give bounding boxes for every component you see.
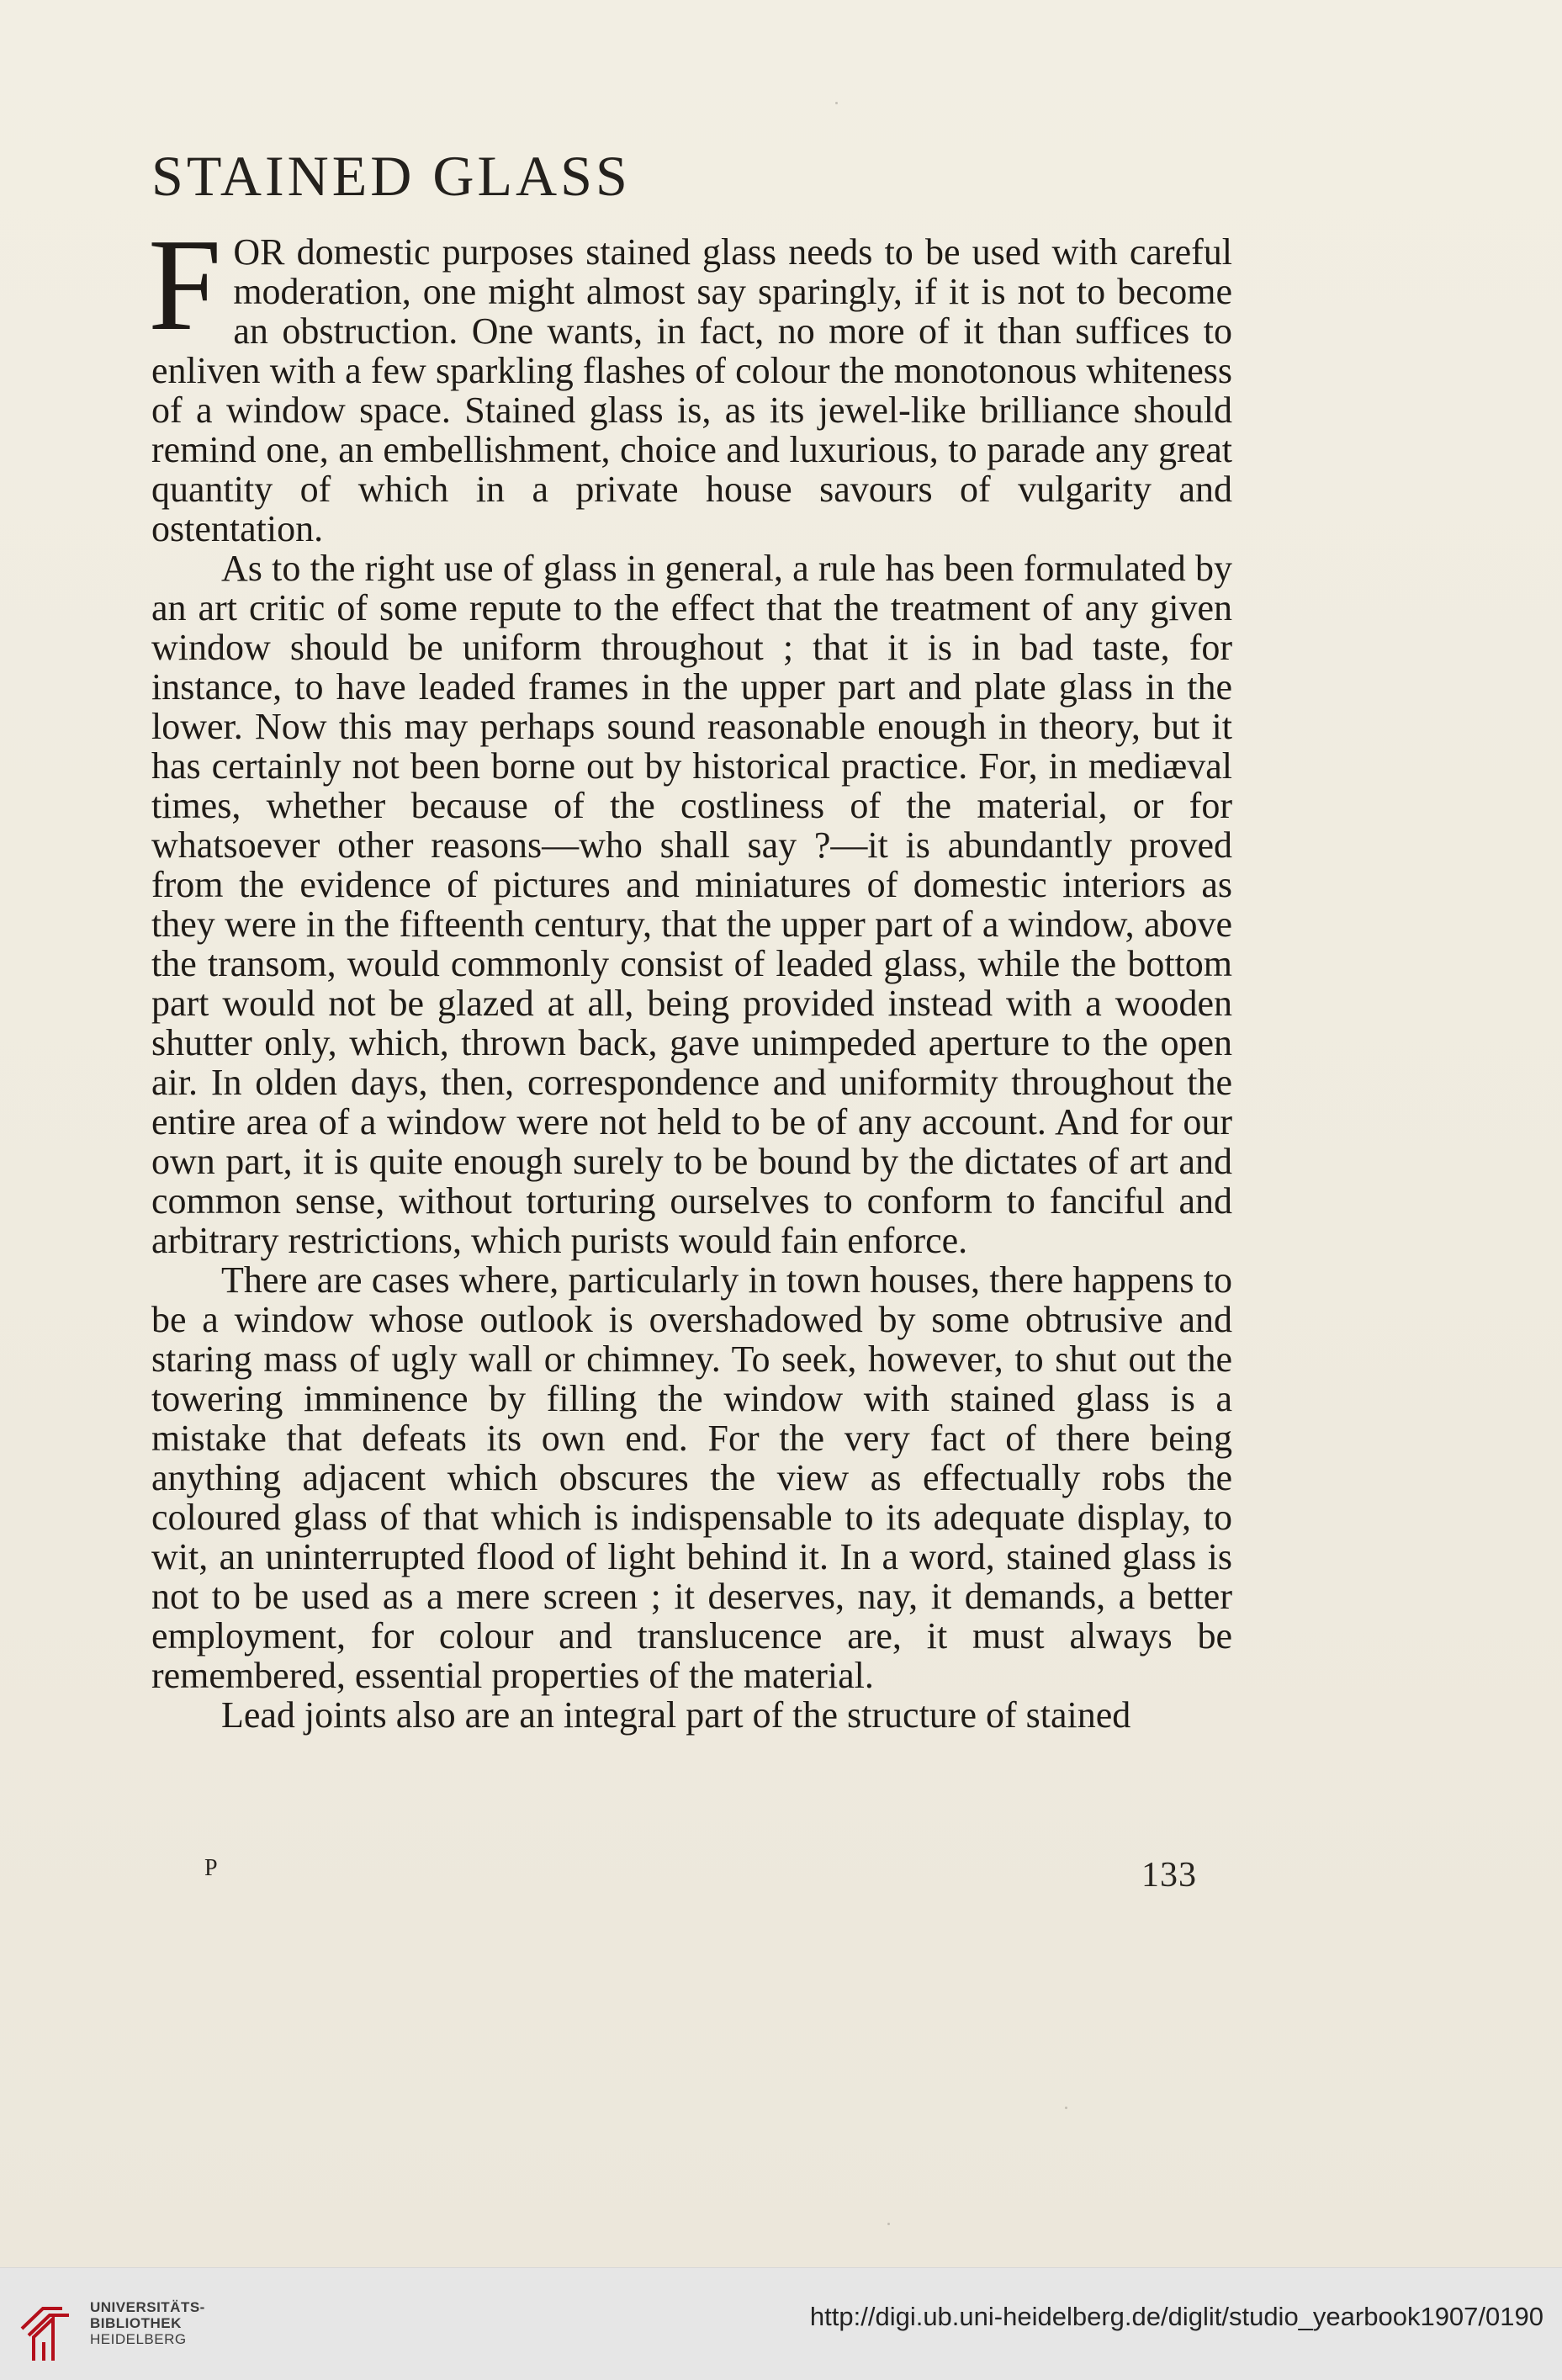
library-name-line-1: UNIVERSITÄTS- bbox=[90, 2299, 205, 2315]
source-url-link[interactable]: http://digi.ub.uni-heidelberg.de/diglit/studio_yearbook1907/0190 bbox=[809, 2302, 1543, 2331]
digitization-footer bbox=[0, 2267, 1562, 2380]
university-library-logo-icon bbox=[17, 2288, 72, 2364]
page-footer bbox=[151, 1855, 1232, 1897]
paper-speck bbox=[887, 2223, 890, 2225]
paper-speck bbox=[835, 102, 838, 104]
page-title: STAINED GLASS bbox=[151, 144, 631, 208]
page-number: 133 bbox=[1141, 1856, 1197, 1895]
paragraph-2: As to the right use of glass in general, a rule has been formulated by an art critic of some repute to the effect that the treatment of any given window should be uniform throughout ; that it is in bad taste, for instance, to have leaded frames in the upper part and plate glass in the lower. Now this may perhaps sound reasonable enough in theory, but it has certainly not been borne out by historical practice. For, in mediæval times, whether because of the costliness of the material, or for whatsoever other reasons—who shall say ?—it is abundantly proved from the evidence of pictures and miniatures of domestic interiors as they were in the fifteenth century, that the upper part of a window, above the transom, would commonly consist of leaded glass, while the bottom part would not be glazed at all, being provided instead with a wooden shutter only, which, thrown back, gave unimpeded aperture to the open air. In olden days, then, correspondence and uniformity throughout the entire area of a window were not held to be of any account. And for our own part, it is quite enough surely to be bound by the dictates of art and common sense, without torturing ourselves to conform to fanciful and arbitrary restrictions, which purists would fain enforce. bbox=[151, 548, 1232, 1261]
library-name bbox=[90, 2299, 205, 2347]
signature-mark: P bbox=[204, 1855, 219, 1881]
article-body bbox=[148, 211, 1232, 1736]
paragraph-1 bbox=[148, 211, 1232, 549]
library-name-line-3: HEIDELBERG bbox=[90, 2331, 187, 2347]
drop-cap: F bbox=[148, 211, 222, 358]
paragraph-4: Lead joints also are an integral part of the structure of stained bbox=[221, 1694, 1131, 1736]
paragraph-1-text: OR domestic purposes stained glass needs to be used with careful moderation, one might almost say sparingly, if it is not to become an obstruction. One wants, in fact, no more of it than suffices to enliven with a few sparkling flashes of colour the monotonous whiteness of a window space. Stained glass is, as its jewel-like brilliance should remind one, an embellishment, choice and luxurious, to parade any great quantity of which in a private house savours of vulgarity and ostentation. bbox=[151, 231, 1232, 549]
paper-speck bbox=[1065, 2107, 1067, 2109]
paragraph-3: There are cases where, particularly in town houses, there happens to be a window whose outlook is overshadowed by some obtrusive and staring mass of ugly wall or chimney. To seek, however, to shut out the towering imminence by filling the window with stained glass is a mistake that defeats its own end. For the very fact of there being anything adjacent which obscures the view as effectually robs the coloured glass of that which is indispensable to its adequate display, to wit, an uninterrupted flood of light behind it. In a word, stained glass is not to be used as a mere screen ; it deserves, nay, it demands, a better employment, for colour and translucence are, it must always be remembered, essential properties of the material. bbox=[151, 1259, 1232, 1696]
library-name-line-2: BIBLIOTHEK bbox=[90, 2315, 182, 2331]
